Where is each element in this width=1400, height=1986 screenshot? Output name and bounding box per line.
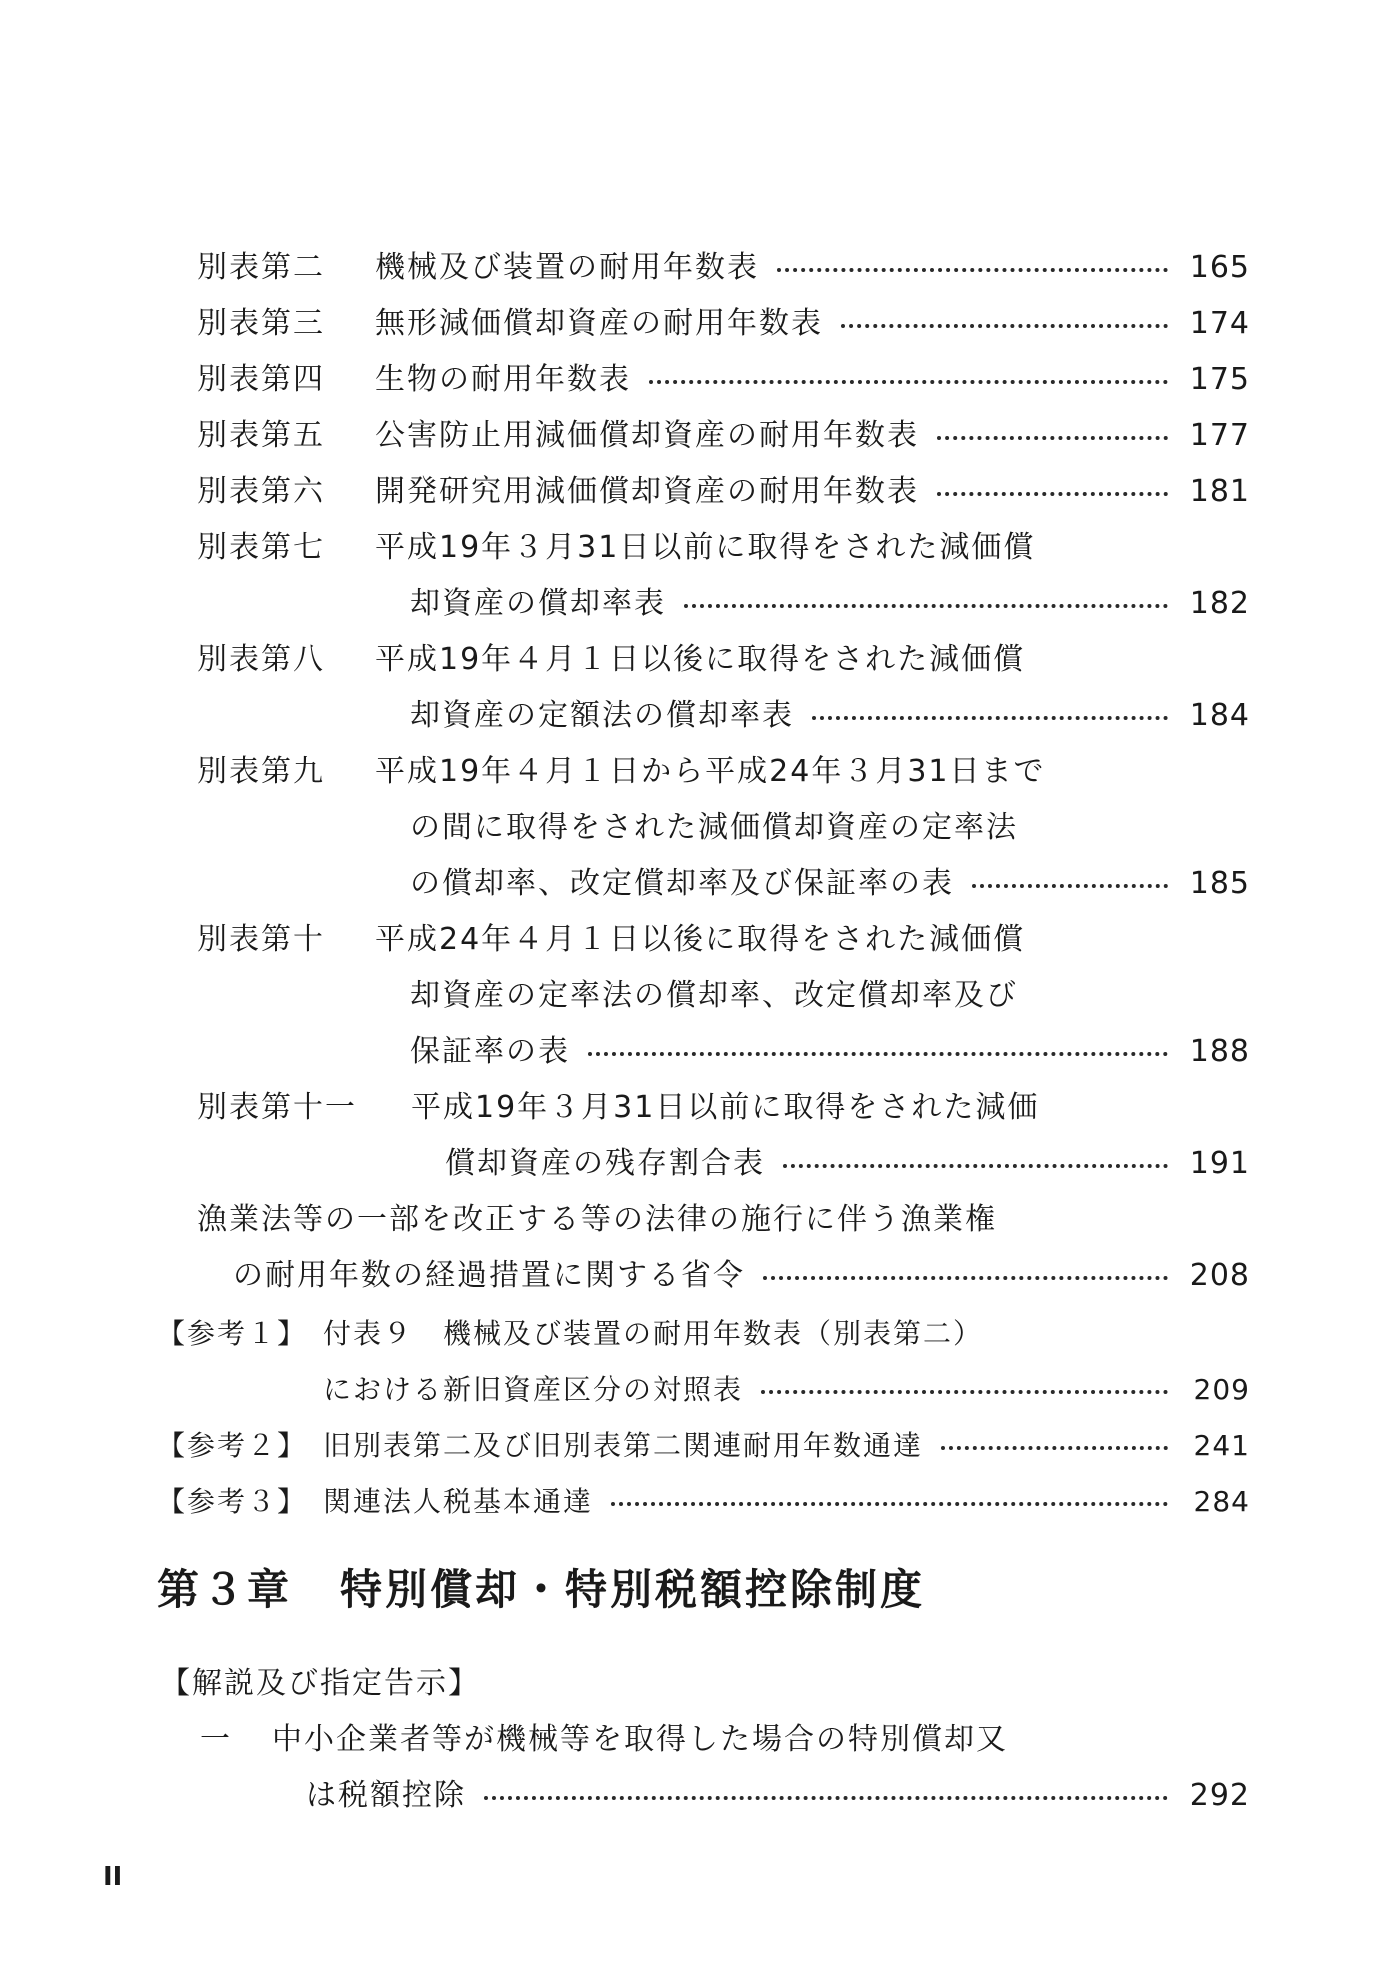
toc-label: 【参考２】 <box>157 1429 308 1462</box>
toc-page-number: 188 <box>1189 1034 1250 1069</box>
toc-entry <box>157 1422 1250 1470</box>
toc-label: 別表第九 <box>197 754 325 789</box>
toc-title: の間に取得をされた減価償却資産の定率法 <box>410 810 1018 845</box>
toc-title: は税額控除 <box>306 1778 466 1813</box>
toc-page-number: 184 <box>1189 698 1250 733</box>
toc-title: の耐用年数の経過措置に関する省令 <box>233 1258 745 1293</box>
toc-page-number: 175 <box>1189 362 1250 397</box>
toc-page-number: 165 <box>1189 250 1250 285</box>
section-title: 【解説及び指定告示】 <box>160 1666 480 1701</box>
toc-page-number: 191 <box>1189 1146 1250 1181</box>
toc-label: 別表第七 <box>197 530 325 565</box>
dot-leader <box>761 1390 1168 1394</box>
dot-leader <box>588 1052 1168 1056</box>
toc-entry <box>197 300 1250 348</box>
dot-leader <box>611 1502 1168 1506</box>
dot-leader <box>783 1164 1168 1168</box>
toc-entry-continuation <box>445 1140 1250 1188</box>
toc-title: 平成19年３月31日以前に取得をされた減価償 <box>375 530 1036 565</box>
toc-title: 平成19年４月１日から平成24年３月31日まで <box>375 754 1046 789</box>
toc-title: 公害防止用減価償却資産の耐用年数表 <box>375 418 919 453</box>
chapter-title: 特別償却・特別税額控除制度 <box>340 1565 926 1614</box>
toc-entry <box>197 356 1250 404</box>
toc-label: 別表第六 <box>197 474 325 509</box>
toc-entry <box>197 748 1250 796</box>
toc-entry <box>157 1310 1250 1358</box>
toc-label: 別表第五 <box>197 418 325 453</box>
toc-entry-continuation <box>306 1772 1250 1820</box>
toc-title: 平成19年３月31日以前に取得をされた減価 <box>411 1090 1040 1125</box>
toc-title: 却資産の定率法の償却率、改定償却率及び <box>410 978 1018 1013</box>
toc-entry <box>197 524 1250 572</box>
dot-leader <box>941 1446 1168 1450</box>
toc-page-number: 177 <box>1189 418 1250 453</box>
toc-title: 平成19年４月１日以後に取得をされた減価償 <box>375 642 1026 677</box>
dot-leader <box>937 492 1168 496</box>
toc-page-number: 292 <box>1189 1778 1250 1813</box>
dot-leader <box>841 324 1168 328</box>
dot-leader <box>684 604 1168 608</box>
toc-entry-continuation <box>410 580 1250 628</box>
page-folio: II <box>103 1862 123 1892</box>
toc-title: 生物の耐用年数表 <box>375 362 631 397</box>
toc-page-number: 284 <box>1193 1485 1250 1518</box>
toc-entry <box>157 1478 1250 1526</box>
toc-title: 旧別表第二及び旧別表第二関連耐用年数通達 <box>323 1429 924 1462</box>
toc-title: 償却資産の残存割合表 <box>445 1146 765 1181</box>
dot-leader <box>484 1796 1168 1800</box>
toc-entry-continuation <box>410 692 1250 740</box>
dot-leader <box>649 380 1168 384</box>
toc-page-number: 174 <box>1189 306 1250 341</box>
toc-title: の償却率、改定償却率及び保証率の表 <box>410 866 954 901</box>
toc-title: 却資産の償却率表 <box>410 586 666 621</box>
chapter-number: 第３章 <box>157 1565 293 1614</box>
toc-entry <box>197 636 1250 684</box>
toc-label: 別表第十一 <box>197 1090 357 1125</box>
dot-leader <box>777 268 1168 272</box>
dot-leader <box>972 884 1168 888</box>
toc-label: 別表第八 <box>197 642 325 677</box>
toc-entry-continuation <box>410 1028 1250 1076</box>
toc-title: 保証率の表 <box>410 1034 570 1069</box>
toc-title: 平成24年４月１日以後に取得をされた減価償 <box>375 922 1026 957</box>
toc-title: 中小企業者等が機械等を取得した場合の特別償却又 <box>272 1722 1008 1757</box>
toc-title: 付表９ 機械及び装置の耐用年数表（別表第二） <box>323 1317 984 1350</box>
toc-label: 別表第二 <box>197 250 325 285</box>
toc-title: における新旧資産区分の対照表 <box>323 1373 744 1406</box>
toc-entry <box>197 244 1250 292</box>
toc-entry-continuation <box>410 972 1250 1020</box>
toc-entry <box>197 468 1250 516</box>
chapter-heading <box>157 1560 925 1620</box>
toc-label: 【参考３】 <box>157 1485 308 1518</box>
toc-title: 漁業法等の一部を改正する等の法律の施行に伴う漁業権 <box>197 1202 997 1237</box>
toc-title: 機械及び装置の耐用年数表 <box>375 250 759 285</box>
toc-entry <box>197 412 1250 460</box>
toc-label: 【参考１】 <box>157 1317 308 1350</box>
toc-entry <box>200 1716 1250 1764</box>
toc-page-number: 208 <box>1189 1258 1250 1293</box>
toc-page-number: 209 <box>1193 1373 1250 1406</box>
toc-entry <box>197 916 1250 964</box>
toc-page-number: 185 <box>1189 866 1250 901</box>
toc-label: 別表第三 <box>197 306 325 341</box>
toc-entry-continuation <box>233 1252 1250 1300</box>
toc-entry-continuation <box>410 804 1250 852</box>
toc-entry-continuation <box>410 860 1250 908</box>
dot-leader <box>812 716 1168 720</box>
toc-entry-continuation <box>323 1366 1250 1414</box>
toc-title: 無形減価償却資産の耐用年数表 <box>375 306 823 341</box>
section-heading <box>160 1660 1250 1708</box>
dot-leader <box>937 436 1168 440</box>
toc-label: 別表第十 <box>197 922 325 957</box>
toc-title: 関連法人税基本通達 <box>323 1485 594 1518</box>
toc-label: 別表第四 <box>197 362 325 397</box>
toc-entry <box>197 1196 1250 1244</box>
toc-page-number: 182 <box>1189 586 1250 621</box>
toc-title: 却資産の定額法の償却率表 <box>410 698 794 733</box>
toc-label: 一 <box>200 1722 232 1757</box>
toc-entry <box>197 1084 1250 1132</box>
toc-title: 開発研究用減価償却資産の耐用年数表 <box>375 474 919 509</box>
toc-page-number: 241 <box>1193 1429 1250 1462</box>
dot-leader <box>763 1276 1168 1280</box>
toc-page-number: 181 <box>1189 474 1250 509</box>
